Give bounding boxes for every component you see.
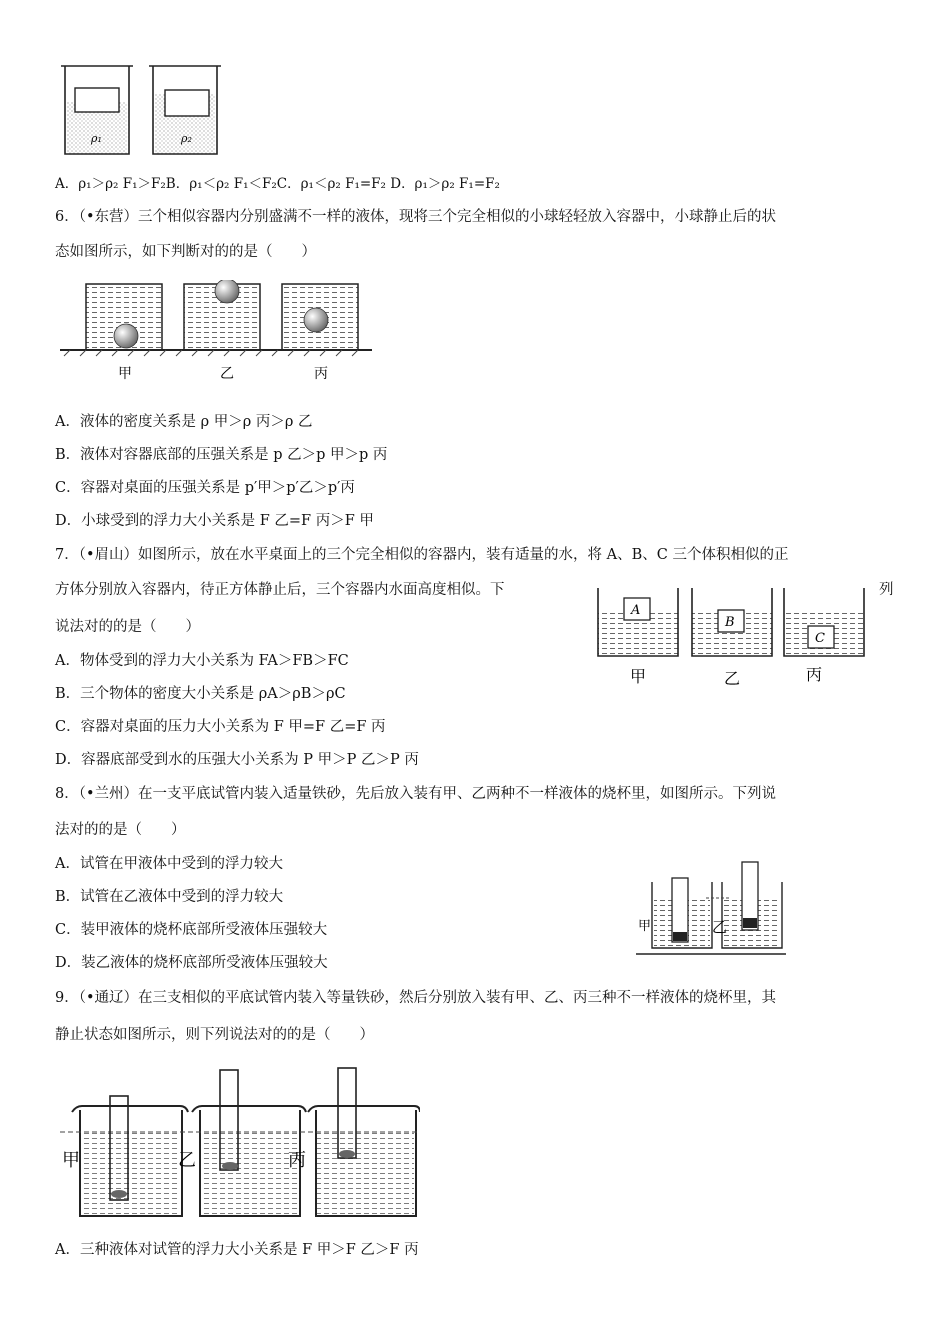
q8-label-yi: 乙 <box>712 918 728 936</box>
q9-label-bing: 丙 <box>288 1150 306 1171</box>
q6-label-jia: 甲 <box>118 366 132 382</box>
ball-yi <box>215 280 239 303</box>
q7-label-bing: 丙 <box>806 665 823 684</box>
q7-stem-line3: 说法对的的是（ ） <box>55 619 200 635</box>
q9-option-a: A．三种液体对试管的浮力大小关系是 F 甲＞F 乙＞F 丙 <box>55 1242 419 1258</box>
q8-label-jia: 甲 <box>638 919 652 934</box>
figure-q8-test-tubes <box>636 858 786 958</box>
figure-q9-beakers <box>60 1066 420 1224</box>
q7-option-a: A．物体受到的浮力大小关系为 FA＞FB＞FC <box>55 653 349 669</box>
q7-label-yi: 乙 <box>724 669 741 688</box>
beaker-2 <box>149 66 221 154</box>
q6-stem-line1: 6．（•东营）三个相似容器内分别盛满不一样的液体，现将三个完全相似的小球轻轻放入容器中，小球静止后的状 <box>55 209 777 225</box>
q8-option-c: C．装甲液体的烧杯底部所受液体压强较大 <box>55 922 328 938</box>
q8-stem-line2: 法对的的是（ ） <box>55 822 186 838</box>
ball-jia <box>114 324 138 348</box>
figure-q6-containers <box>60 280 380 388</box>
q7-stem-line1: 7．（•眉山）如图所示，放在水平桌面上的三个完全相似的容器内，装有适量的水，将 A、B、C 三个体积相似的正 <box>55 547 789 563</box>
figure-q7-containers <box>594 586 874 692</box>
q7-option-c: C．容器对桌面的压力大小关系为 F 甲=F 乙=F 丙 <box>55 719 386 735</box>
q9-stem-line2: 静止状态如图所示，则下列说法对的的是（ ） <box>55 1027 374 1043</box>
q6-option-d: D．小球受到的浮力大小关系是 F 乙=F 丙＞F 甲 <box>55 513 374 529</box>
beaker-2-label: ρ₂ <box>181 132 192 145</box>
q6-option-c: C．容器对桌面的压强关系是 p′甲＞p′乙＞p′丙 <box>55 480 355 496</box>
q9-label-yi: 乙 <box>178 1150 196 1171</box>
q6-label-yi: 乙 <box>220 366 234 382</box>
cube-c-label: C <box>815 631 825 646</box>
q7-option-b: B．三个物体的密度大小关系是 ρA＞ρB＞ρC <box>55 686 346 702</box>
q6-option-a: A．液体的密度关系是 ρ 甲＞ρ 丙＞ρ 乙 <box>55 414 313 430</box>
q6-stem-line2: 态如图所示，如下判断对的的是（ ） <box>55 244 316 260</box>
q6-option-b: B．液体对容器底部的压强关系是 p 乙＞p 甲＞p 丙 <box>55 447 388 463</box>
q8-option-d: D．装乙液体的烧杯底部所受液体压强较大 <box>55 955 328 971</box>
q7-stem-line2-end: 列 <box>879 582 894 598</box>
beaker-1 <box>61 66 133 154</box>
beaker-1-label: ρ₁ <box>91 132 102 145</box>
q9-stem-line1: 9．（•通辽）在三支相似的平底试管内装入等量铁砂，然后分别放入装有甲、乙、丙三种不一样液体的烧杯里，其 <box>55 990 777 1006</box>
q8-option-b: B．试管在乙液体中受到的浮力较大 <box>55 889 284 905</box>
q6-label-bing: 丙 <box>314 366 328 382</box>
q7-stem-line2: 方体分别放入容器内，待正方体静止后，三个容器内水面高度相似。下 <box>55 582 505 598</box>
cube-b-label: B <box>725 615 735 630</box>
ball-bing <box>304 308 328 332</box>
cube-a-label: A <box>631 603 641 618</box>
q9-label-jia: 甲 <box>62 1150 80 1171</box>
figure-q5-beakers <box>55 62 225 162</box>
q5-options: A．ρ₁＞ρ₂ F₁＞F₂B．ρ₁＜ρ₂ F₁＜F₂C．ρ₁＜ρ₂ F₁=F₂ D．ρ₁＞ρ₂ F₁=F₂ <box>55 176 500 192</box>
q8-stem-line1: 8．（•兰州）在一支平底试管内装入适量铁砂，先后放入装有甲、乙两种不一样液体的烧杯里，如图所示。下列说 <box>55 786 777 802</box>
q7-option-d: D．容器底部受到水的压强大小关系为 P 甲＞P 乙＞P 丙 <box>55 752 419 768</box>
q7-label-jia: 甲 <box>630 667 647 686</box>
q8-option-a: A．试管在甲液体中受到的浮力较大 <box>55 856 283 872</box>
